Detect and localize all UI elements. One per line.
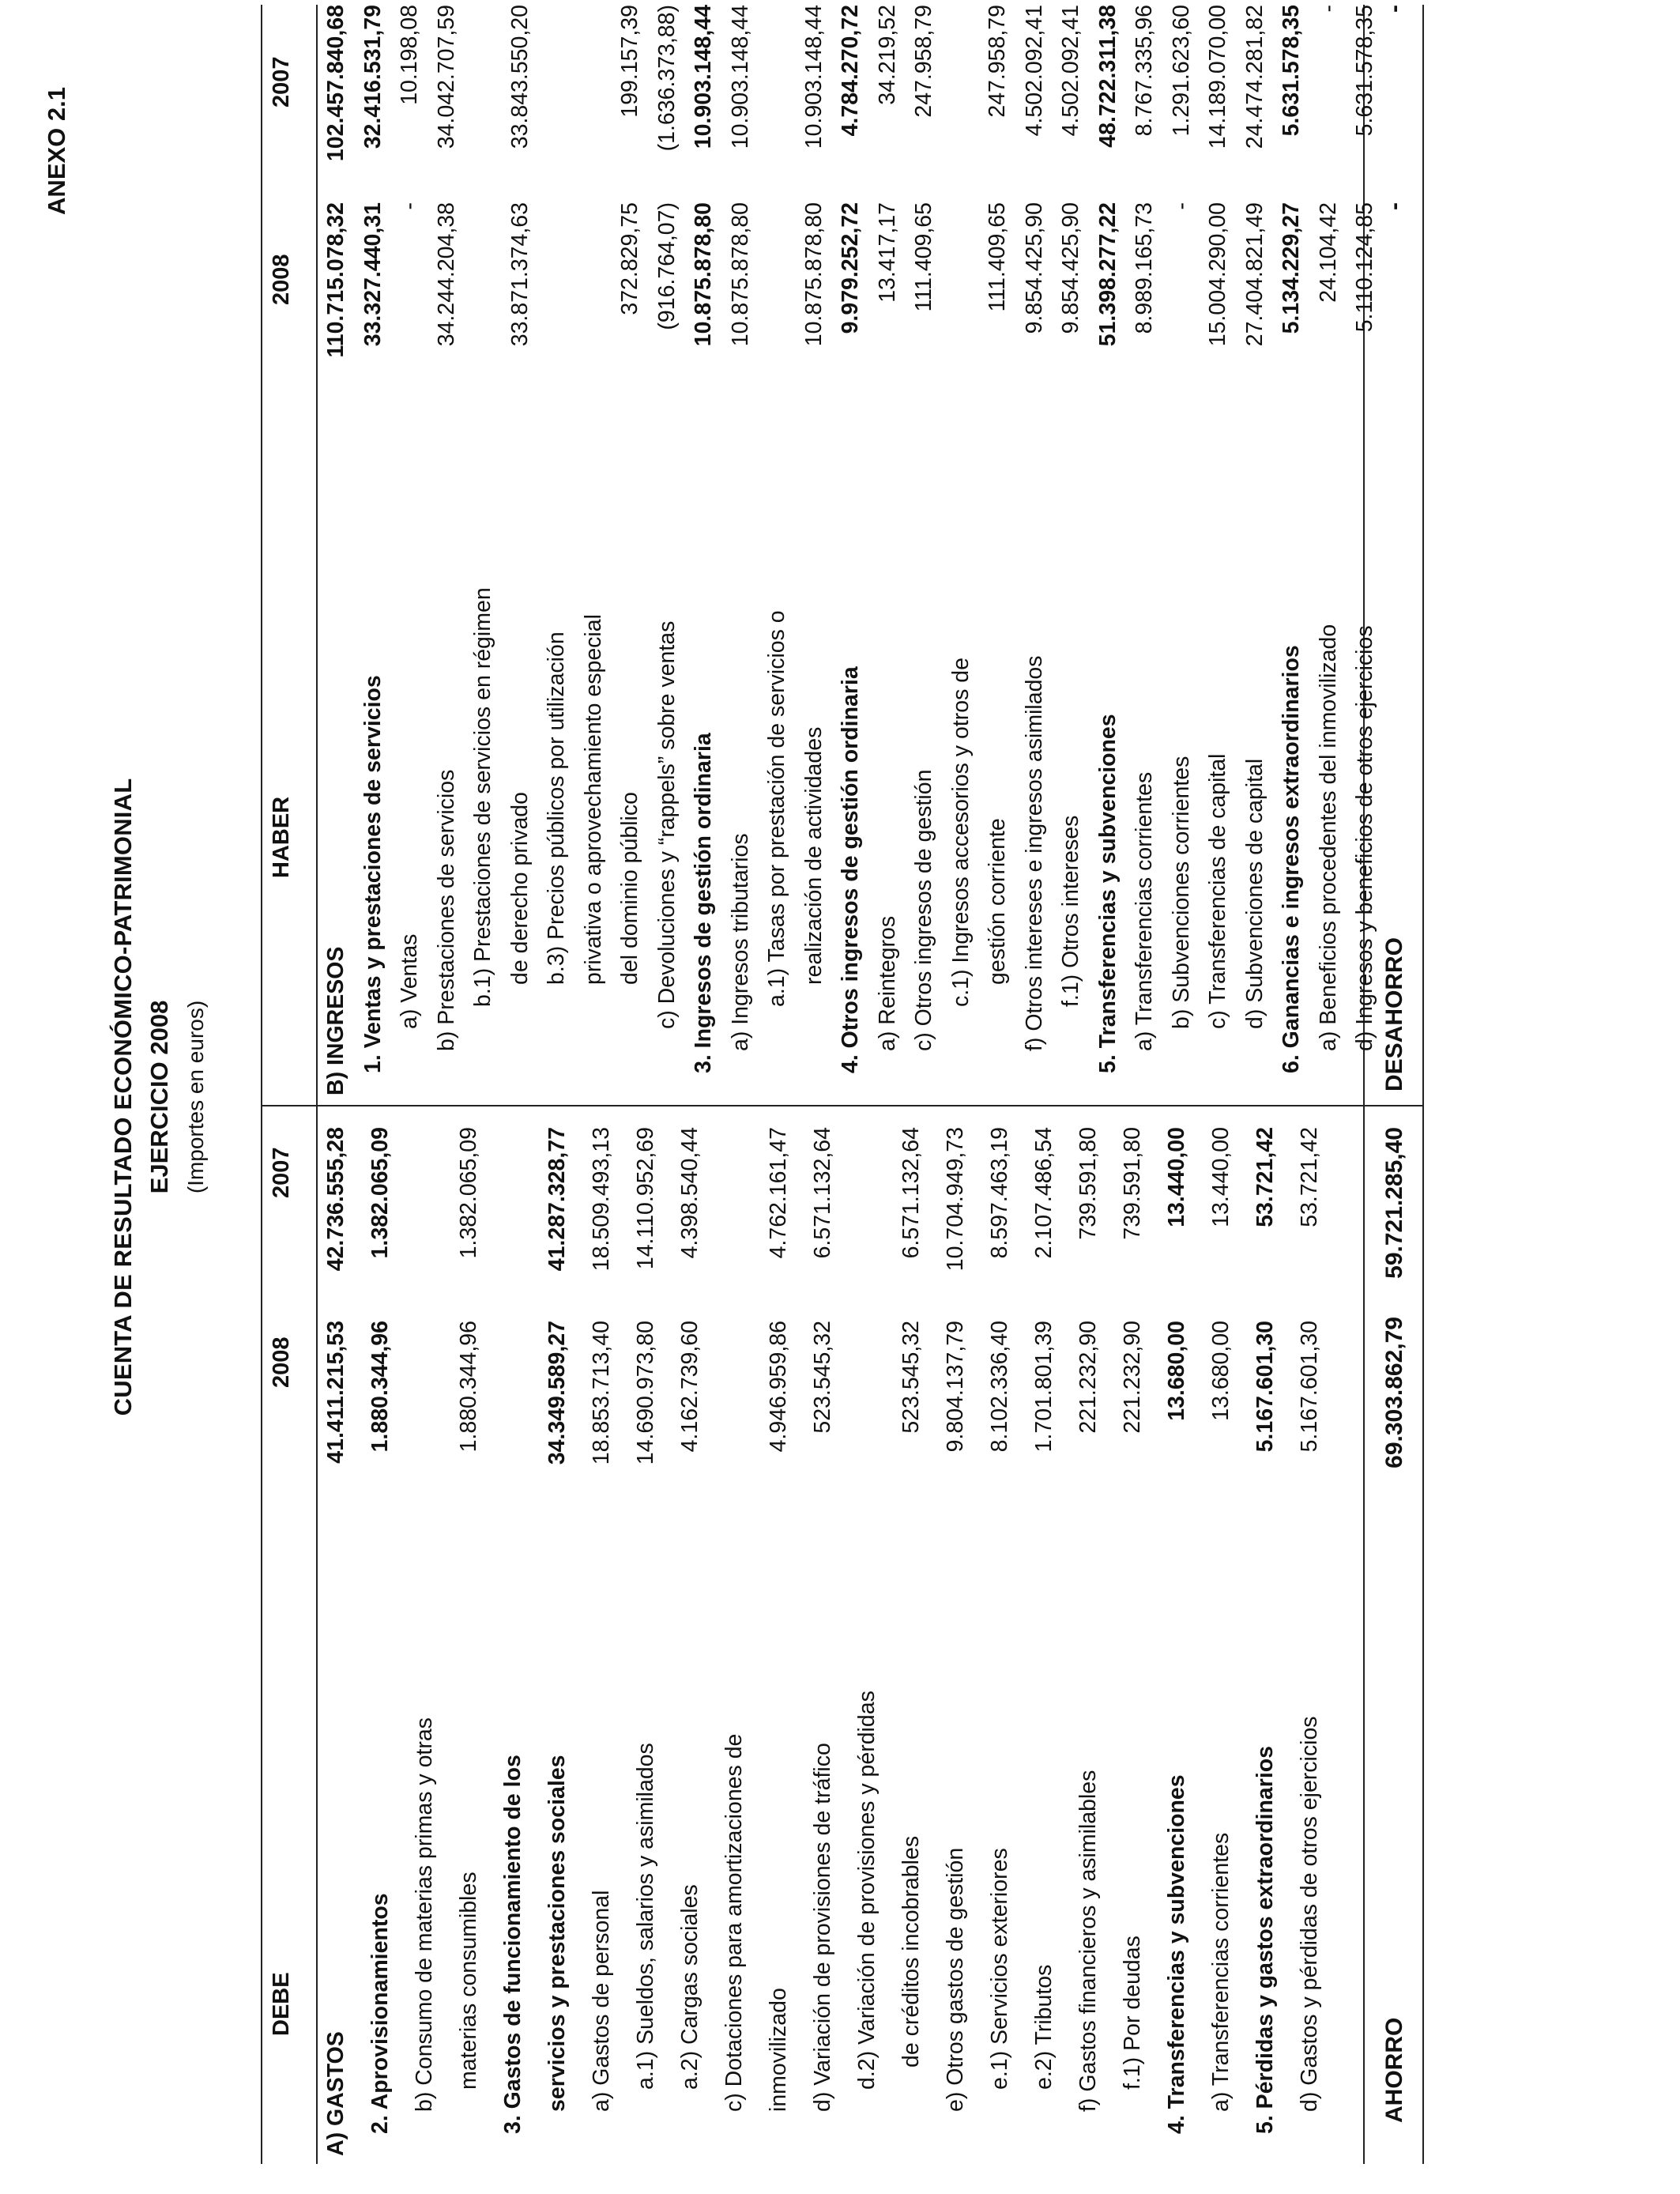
units-note: (Importes en euros) xyxy=(183,1000,208,1194)
haber-row-label: gestión corriente xyxy=(985,818,1010,985)
debe-row-v2007: 739.591,80 xyxy=(1120,1127,1145,1240)
debe-row-v2007: 18.509.493,13 xyxy=(589,1127,614,1272)
haber-footer-2007: - xyxy=(1381,5,1407,13)
debe-row-label: a) Transferencias corrientes xyxy=(1208,1832,1234,2112)
debe-row-v2008: 5.167.601,30 xyxy=(1252,1321,1278,1453)
haber-row-label: del dominio público xyxy=(617,792,642,985)
debe-footer-label: AHORRO xyxy=(1381,2017,1407,2123)
haber-row-v2008: 34.244.204,38 xyxy=(433,202,459,347)
haber-row-v2007: 34.219,52 xyxy=(874,5,900,105)
debe-row-label: inmovilizado xyxy=(766,1988,791,2112)
debe-row-v2008: 523.545,32 xyxy=(898,1321,924,1434)
haber-row-v2007: 4.784.270,72 xyxy=(838,5,863,137)
debe-row-v2008: 13.680,00 xyxy=(1208,1321,1234,1421)
haber-row-label: a) Ventas xyxy=(397,933,422,1029)
haber-row-label: a) Reintegros xyxy=(874,915,900,1051)
debe-row-v2007: 53.721,42 xyxy=(1252,1127,1278,1227)
debe-row-v2007: 14.110.952,69 xyxy=(633,1127,658,1270)
haber-row-v2007: 10.903.148,44 xyxy=(727,5,753,149)
haber-row-v2008: 5.110.124,85 xyxy=(1352,202,1377,333)
debe-row-label: 3. Gastos de funcionamiento de los xyxy=(500,1755,525,2134)
haber-row-label: f) Otros intereses e ingresos asimilados xyxy=(1021,655,1047,1051)
debe-row-v2008: 14.690.973,80 xyxy=(633,1321,658,1465)
haber-footer-2008: - xyxy=(1381,202,1407,210)
debe-row-v2007: 10.704.949,73 xyxy=(943,1127,968,1272)
haber-row-v2007: 4.502.092,41 xyxy=(1021,5,1047,137)
haber-row-v2008: 24.104,42 xyxy=(1315,202,1341,303)
debe-row-v2007: 41.287.328,77 xyxy=(544,1127,570,1272)
haber-row-label: a) Beneficios procedentes del inmovilizado xyxy=(1315,624,1341,1051)
haber-row-v2008: 9.979.252,72 xyxy=(838,202,863,334)
haber-row-v2008: 10.875.878,80 xyxy=(800,202,827,347)
debe-row-v2007: 739.591,80 xyxy=(1075,1127,1101,1240)
header-bottom-rule xyxy=(316,5,318,2164)
debe-row-label: A) GASTOS xyxy=(323,2031,348,2156)
haber-row-label: d) Subvenciones de capital xyxy=(1241,758,1268,1029)
debe-row-v2007: 6.571.132,64 xyxy=(898,1127,924,1259)
haber-row-v2008: 15.004.290,00 xyxy=(1205,202,1230,347)
debe-col-2007: 2007 xyxy=(269,1147,294,1198)
haber-row-v2008: 372.829,75 xyxy=(617,202,642,315)
debe-row-v2008: 8.102.336,40 xyxy=(987,1321,1012,1453)
debe-row-label: d) Gastos y pérdidas de otros ejercicios xyxy=(1297,1716,1322,2112)
haber-row-v2007: 247.958,79 xyxy=(985,5,1010,118)
haber-row-v2007: 48.722.311,38 xyxy=(1094,5,1121,148)
debe-row-label: e) Otros gastos de gestión xyxy=(943,1847,968,2112)
debe-row-label: e.1) Servicios exteriores xyxy=(987,1848,1012,2090)
haber-row-v2007: 4.502.092,41 xyxy=(1058,5,1083,137)
haber-row-label: b.3) Precios públicos por utilización xyxy=(544,631,569,985)
debe-row-v2008: 18.853.713,40 xyxy=(589,1321,614,1465)
haber-row-v2007: 102.457.840,68 xyxy=(323,5,348,162)
haber-row-v2007: - xyxy=(1315,5,1341,13)
haber-row-v2007: 24.474.281,82 xyxy=(1241,5,1268,149)
debe-footer-2008: 69.303.862,79 xyxy=(1381,1317,1407,1468)
debe-row-v2007: 53.721,42 xyxy=(1297,1127,1322,1227)
haber-row-v2008: 9.854.425,90 xyxy=(1058,202,1083,334)
debe-row-label: e.2) Tributos xyxy=(1031,1964,1057,2090)
haber-row-v2007: 247.958,79 xyxy=(911,5,936,118)
debe-row-v2008: 1.880.344,96 xyxy=(367,1321,393,1453)
debe-row-label: d.2) Variación de provisiones y pérdidas xyxy=(854,1691,880,2090)
debe-row-label: b) Consumo de materias primas y otras xyxy=(412,1717,437,2112)
haber-row-label: b) Subvenciones corrientes xyxy=(1168,756,1194,1029)
debe-row-v2007: 4.398.540,44 xyxy=(677,1127,703,1259)
debe-row-label: 5. Pérdidas y gastos extraordinarios xyxy=(1252,1745,1278,2134)
haber-row-label: c) Otros ingresos de gestión xyxy=(911,769,936,1051)
debe-row-v2008: 1.880.344,96 xyxy=(456,1321,481,1453)
haber-row-v2007: 5.631.578,35 xyxy=(1279,5,1304,137)
debe-row-v2008: 221.232,90 xyxy=(1120,1321,1145,1434)
haber-row-label: 4. Otros ingresos de gestión ordinaria xyxy=(838,666,863,1073)
debe-row-label: de créditos incobrables xyxy=(898,1835,924,2068)
haber-row-v2007: 10.903.148,44 xyxy=(691,5,716,149)
haber-row-v2008: - xyxy=(1168,202,1194,210)
center-divider xyxy=(261,1105,1422,1106)
debe-row-v2007: 13.440,00 xyxy=(1208,1127,1234,1227)
haber-row-v2008: (916.764,07) xyxy=(654,202,680,330)
haber-row-v2007: (1.636.373,88) xyxy=(654,5,680,152)
debe-row-v2008: 4.946.959,86 xyxy=(766,1321,791,1453)
haber-row-v2007: 5.631.578,35 xyxy=(1352,5,1377,137)
haber-row-v2007: 8.767.335,96 xyxy=(1132,5,1157,137)
debe-row-v2007: 4.762.161,47 xyxy=(766,1127,791,1259)
debe-row-v2007: 1.382.065,09 xyxy=(456,1127,481,1259)
debe-row-label: d) Variación de provisiones de tráfico xyxy=(810,1743,835,2112)
debe-row-v2007: 13.440,00 xyxy=(1164,1127,1189,1227)
haber-row-label: 5. Transferencias y subvenciones xyxy=(1094,714,1121,1073)
debe-row-label: a) Gastos de personal xyxy=(589,1890,614,2112)
haber-row-v2007: 1.291.623,60 xyxy=(1168,5,1194,137)
debe-row-v2008: 41.411.215,53 xyxy=(323,1321,348,1464)
table-bottom-rule xyxy=(1422,5,1424,2164)
debe-row-v2008: 13.680,00 xyxy=(1164,1321,1189,1421)
haber-col-2007: 2007 xyxy=(269,56,294,107)
debe-row-v2008: 34.349.589,27 xyxy=(544,1321,570,1465)
haber-row-label: realización de actividades xyxy=(800,726,827,985)
debe-row-label: c) Dotaciones para amortizaciones de xyxy=(721,1733,747,2112)
haber-row-label: de derecho privado xyxy=(507,791,533,985)
debe-row-label: servicios y prestaciones sociales xyxy=(544,1755,570,2112)
debe-row-label: a.1) Sueldos, salarios y asimilados xyxy=(633,1743,658,2090)
haber-row-label: c.1) Ingresos accesorios y otros de xyxy=(947,658,974,1007)
annex-label: ANEXO 2.1 xyxy=(43,87,70,215)
haber-row-v2008: 5.134.229,27 xyxy=(1279,202,1304,334)
debe-row-v2008: 5.167.601,30 xyxy=(1297,1321,1322,1453)
debe-row-v2007: 42.736.555,28 xyxy=(323,1127,348,1272)
haber-row-label: 1. Ventas y prestaciones de servicios xyxy=(360,675,386,1073)
haber-row-v2007: 10.903.148,44 xyxy=(800,5,827,149)
haber-row-label: privativa o aprovechamiento especial xyxy=(580,614,606,985)
haber-row-label: a) Ingresos tributarios xyxy=(727,833,753,1051)
debe-row-v2008: 4.162.739,60 xyxy=(677,1321,703,1453)
debe-row-label: 2. Aprovisionamientos xyxy=(367,1893,393,2134)
debe-row-label: materias consumibles xyxy=(456,1872,481,2090)
debe-row-label: 4. Transferencias y subvenciones xyxy=(1164,1774,1189,2134)
haber-row-v2008: 110.715.078,32 xyxy=(323,202,348,358)
haber-col-2008: 2008 xyxy=(269,254,294,305)
debe-row-v2007: 6.571.132,64 xyxy=(810,1127,835,1259)
debe-row-label: f.1) Por deudas xyxy=(1120,1936,1145,2090)
haber-row-v2008: 10.875.878,80 xyxy=(691,202,716,347)
haber-row-label: b.1) Prestaciones de servicios en régimen xyxy=(470,587,495,1007)
document-subtitle: EJERCICIO 2008 xyxy=(145,1000,173,1194)
haber-row-v2007: 199.157,39 xyxy=(617,5,642,118)
haber-row-label: c) Transferencias de capital xyxy=(1205,753,1230,1029)
debe-row-v2007: 1.382.065,09 xyxy=(367,1127,393,1259)
debe-row-label: a.2) Cargas sociales xyxy=(677,1884,703,2090)
haber-row-label: d) Ingresos y beneficios de otros ejercicios xyxy=(1352,625,1377,1051)
debe-col-2008: 2008 xyxy=(269,1336,294,1388)
haber-row-label: c) Devoluciones y “rappels” sobre ventas xyxy=(654,620,680,1029)
haber-row-label: f.1) Otros intereses xyxy=(1058,815,1083,1007)
haber-row-v2008: 33.871.374,63 xyxy=(507,202,533,347)
debe-header: DEBE xyxy=(269,1972,294,2036)
haber-row-v2007: 32.416.531,79 xyxy=(360,5,386,149)
debe-row-v2008: 9.804.137,79 xyxy=(943,1321,968,1453)
haber-row-v2008: 111.409,65 xyxy=(911,202,936,312)
debe-row-label: f) Gastos financieros y asimilables xyxy=(1075,1770,1101,2112)
document-title: CUENTA DE RESULTADO ECONÓMICO-PATRIMONIAL xyxy=(109,778,137,1416)
haber-row-label: 3. Ingresos de gestión ordinaria xyxy=(691,733,716,1073)
haber-header: HABER xyxy=(269,796,294,878)
haber-row-v2007: 34.042.707,59 xyxy=(433,5,459,149)
haber-row-v2008: 51.398.277,22 xyxy=(1094,202,1121,347)
haber-row-v2008: 8.989.165,73 xyxy=(1132,202,1157,334)
haber-row-v2008: 9.854.425,90 xyxy=(1021,202,1047,334)
debe-row-v2007: 8.597.463,19 xyxy=(987,1127,1012,1259)
haber-row-v2008: 10.875.878,80 xyxy=(727,202,753,347)
debe-row-v2008: 221.232,90 xyxy=(1075,1321,1101,1434)
haber-row-v2008: 27.404.821,49 xyxy=(1241,202,1268,347)
debe-row-v2008: 1.701.801,39 xyxy=(1031,1321,1057,1453)
debe-row-v2007: 2.107.486,54 xyxy=(1031,1127,1057,1259)
haber-row-v2008: 33.327.440,31 xyxy=(360,202,386,347)
debe-footer-2007: 59.721.285,40 xyxy=(1381,1127,1407,1279)
haber-row-v2007: 10.198,08 xyxy=(397,5,422,105)
debe-row-v2008: 523.545,32 xyxy=(810,1321,835,1434)
haber-row-label: b) Prestaciones de servicios xyxy=(433,769,459,1051)
haber-row-label: a.1) Tasas por prestación de servicios o xyxy=(764,610,789,1007)
haber-row-v2007: 14.189.070,00 xyxy=(1205,5,1230,149)
haber-row-v2008: - xyxy=(397,202,422,210)
table-top-rule xyxy=(261,5,262,2164)
haber-row-label: B) INGRESOS xyxy=(323,946,348,1095)
haber-footer-label: DESAHORRO xyxy=(1381,937,1407,1091)
haber-row-label: 6. Ganancias e ingresos extraordinarios xyxy=(1279,645,1304,1073)
haber-row-v2008: 13.417,17 xyxy=(874,202,900,303)
haber-row-v2007: 33.843.550,20 xyxy=(507,5,533,149)
haber-row-v2008: 111.409,65 xyxy=(985,202,1010,312)
haber-row-label: a) Transferencias corrientes xyxy=(1132,771,1157,1051)
